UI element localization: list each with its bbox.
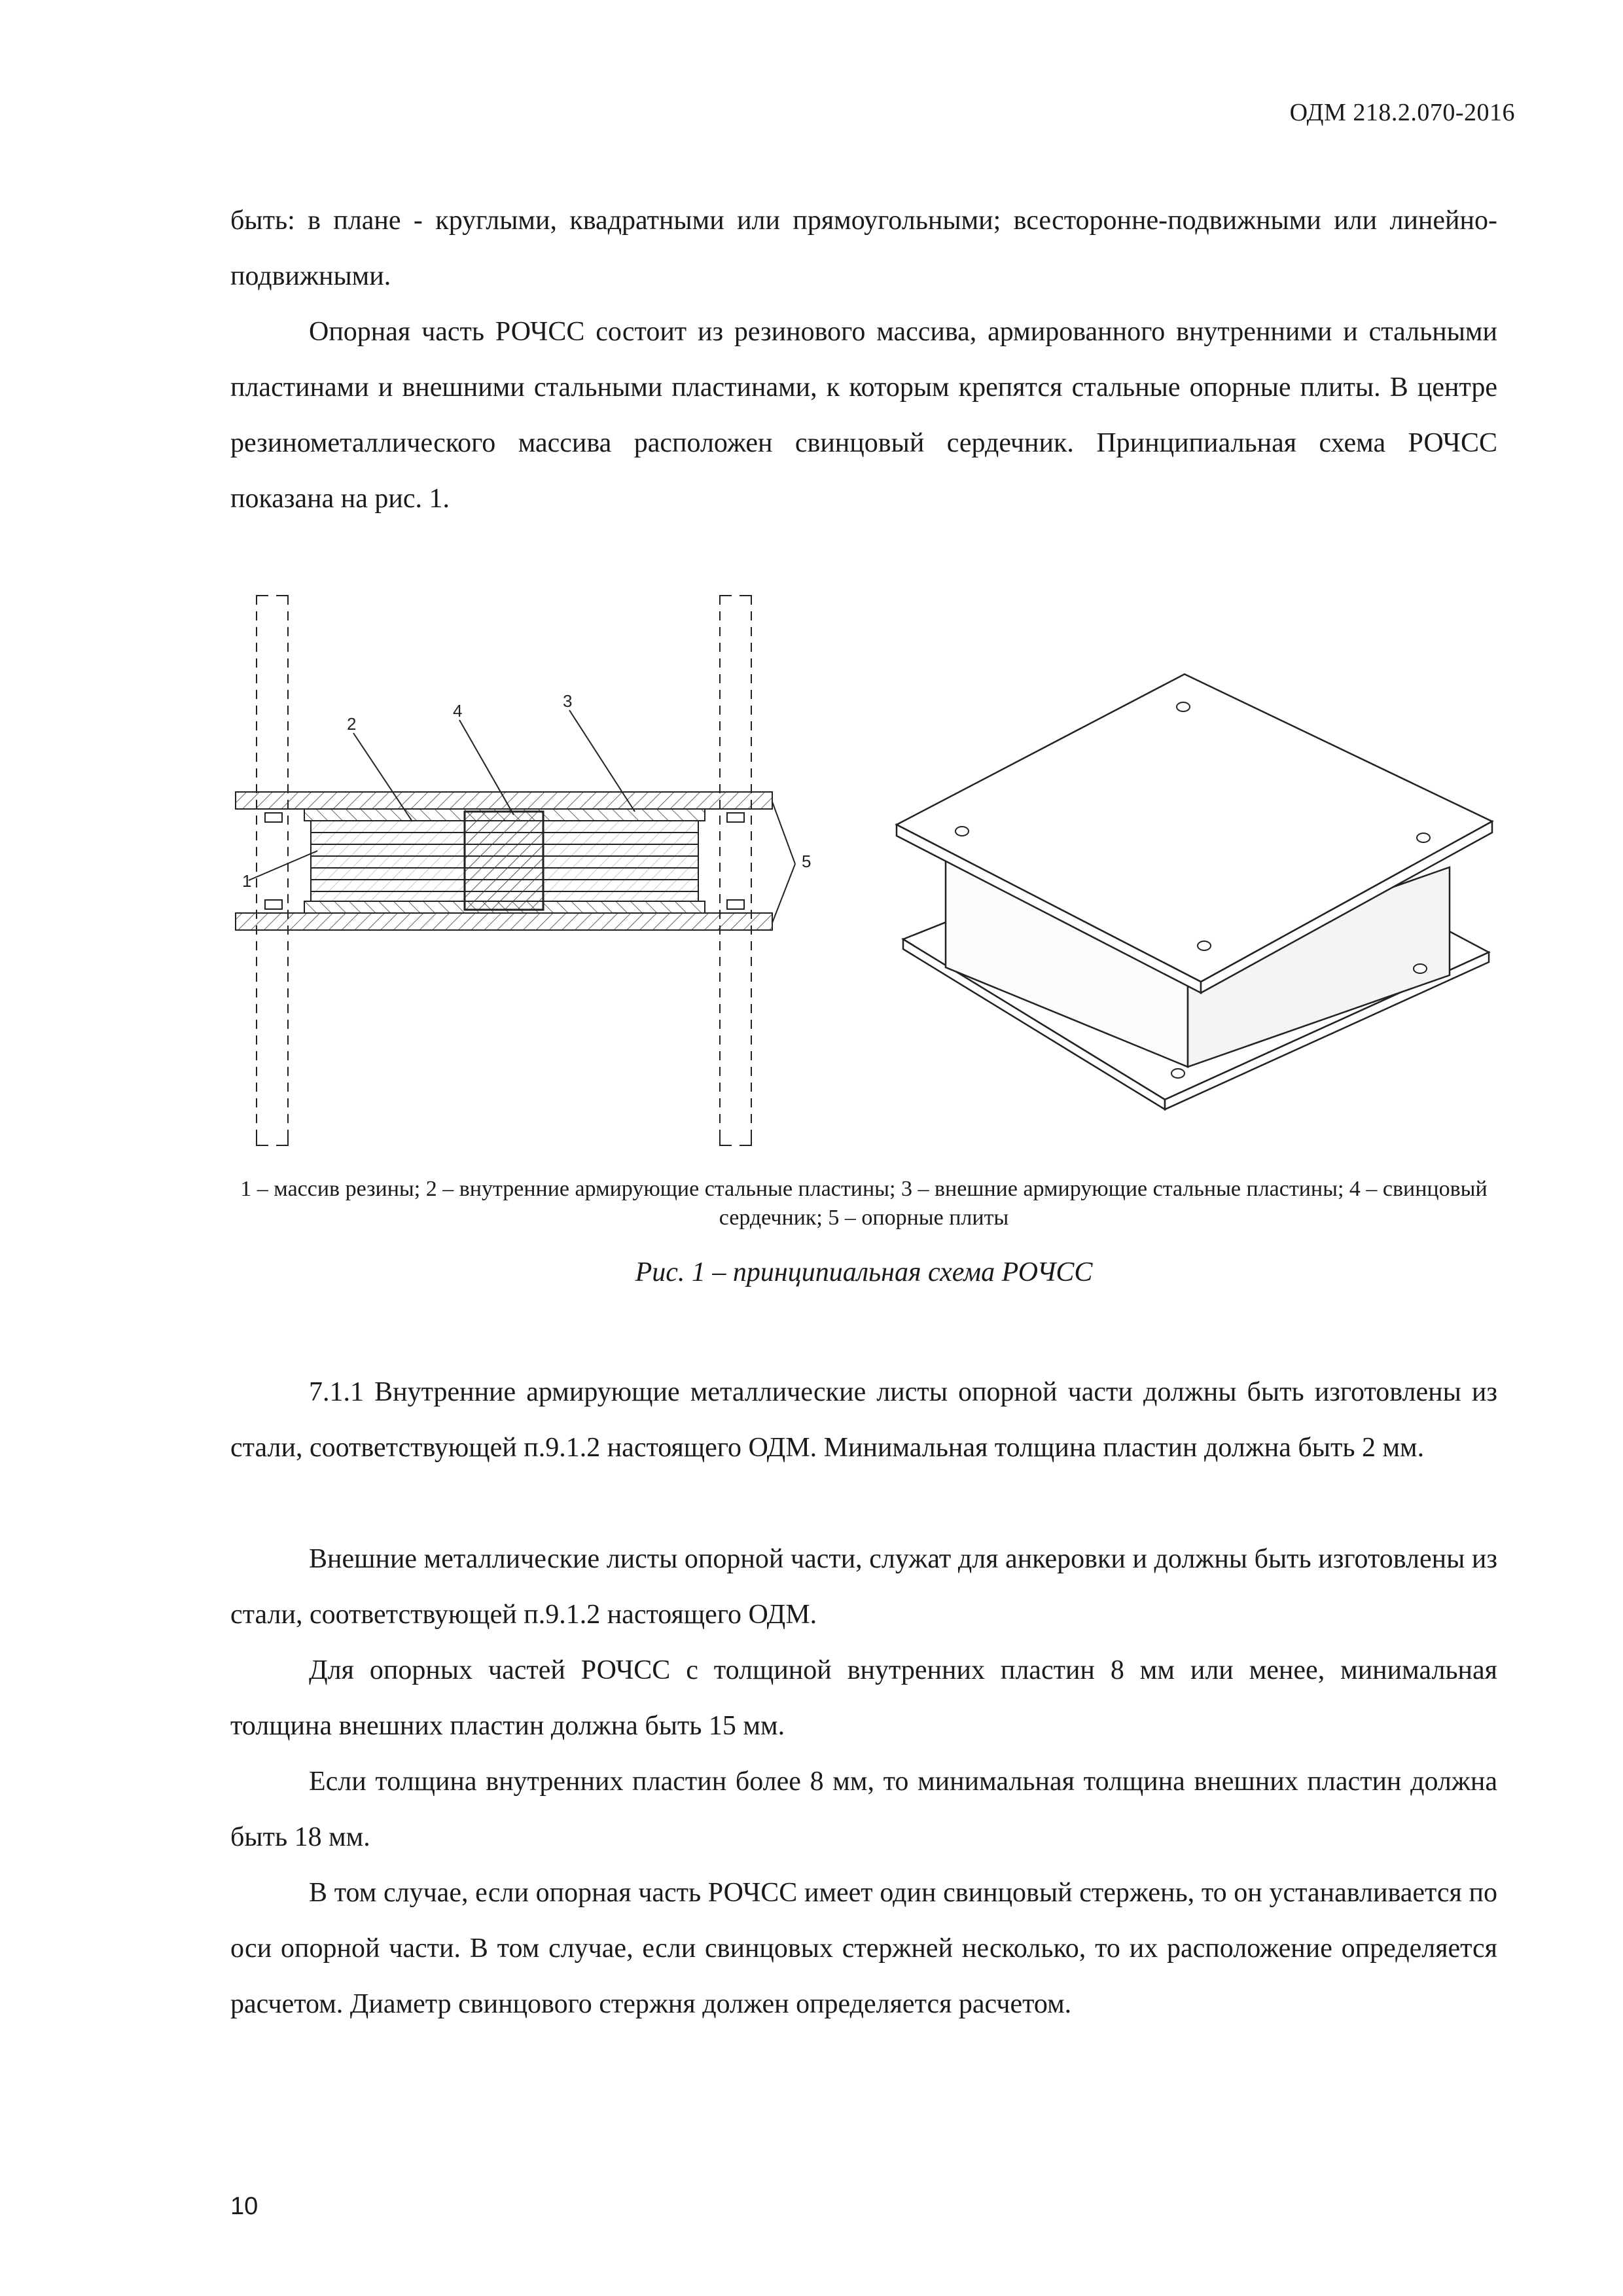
figure-legend: 1 – массив резины; 2 – внутренние армирующие стальные пластины; 3 – внешние армирующие стальные пластины; 4 – свинцовый сердечник; 5 – опорные плиты xyxy=(240,1177,1488,1230)
paragraph-thickness-8mm-or-less: Для опорных частей РОЧСС с толщиной внутренних пластин 8 мм или менее, минимальная толщина внешних пластин должна быть 15 мм. xyxy=(230,1655,1497,1741)
section-view xyxy=(236,596,795,1145)
document-code: ОДМ 218.2.070-2016 xyxy=(1289,99,1515,126)
page-number: 10 xyxy=(230,2193,259,2220)
figure-rochss-scheme xyxy=(216,576,1518,1191)
figure-caption: Рис. 1 – принципиальная схема РОЧСС xyxy=(635,1257,1093,1287)
label-5: 5 xyxy=(802,852,812,871)
paragraph-thickness-over-8mm: Если толщина внутренних пластин более 8 мм, то минимальная толщина внешних пластин должна быть 18 мм. xyxy=(230,1767,1497,1852)
paragraph-rochss-description: Опорная часть РОЧСС состоит из резинового массива, армированного внутренними и стальными пластинами и внешними стальными пластинами, к которым крепятся стальные опорные плиты. В центре резинометаллического массива расположен свинцовый сердечник. Принципиальная схема РОЧСС показана на рис. 1. xyxy=(230,317,1497,514)
isometric-view xyxy=(897,674,1492,1109)
label-4: 4 xyxy=(453,701,463,721)
paragraph-7-1-1: 7.1.1 Внутренние армирующие металлические листы опорной части должны быть изготовлены из стали, соответствующей п.9.1.2 настоящего ОДМ. Минимальная толщина пластин должна быть 2 мм. xyxy=(230,1377,1497,1463)
paragraph-external-plates: Внешние металлические листы опорной части, служат для анкеровки и должны быть изготовлены из стали, соответствующей п.9.1.2 настоящего ОДМ. xyxy=(230,1544,1497,1630)
label-1: 1 xyxy=(242,871,252,891)
paragraph-lead-core: В том случае, если опорная часть РОЧСС имеет один свинцовый стержень, то он устанавливается по оси опорной части. В том случае, если свинцовых стержней несколько, то их расположение определяется расчетом. Диаметр свинцового стержня должен определяется расчетом. xyxy=(230,1878,1497,2019)
label-2: 2 xyxy=(347,714,357,734)
paragraph-continuation: быть: в плане - круглыми, квадратными или прямоугольными; всесторонне-подвижными или линейно-подвижными. xyxy=(230,206,1497,291)
label-3: 3 xyxy=(563,691,573,711)
